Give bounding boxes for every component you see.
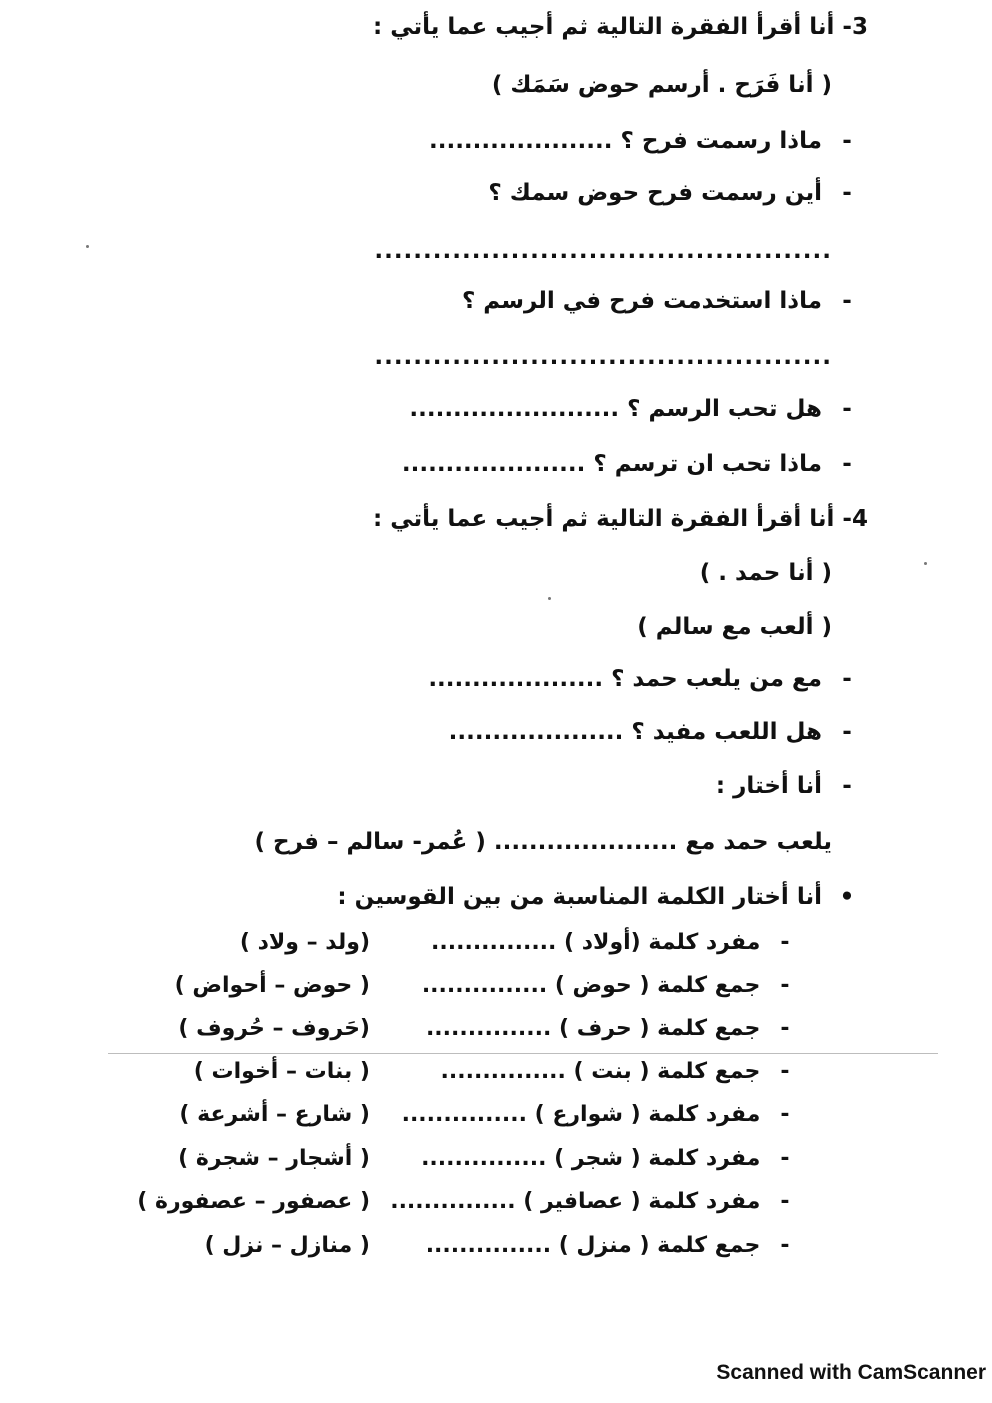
q4-q2-text: هل اللعب مفيد ؟ <box>631 719 822 745</box>
q3-q3-text: ماذا استخدمت فرح في الرسم ؟ <box>461 288 822 314</box>
q4-q1-answer-blank[interactable]: .................... <box>428 666 604 692</box>
q4-q3-text: أنا أختار : <box>715 773 822 799</box>
exercise-row-bullet: - <box>780 1102 790 1127</box>
q4-q2-answer-blank[interactable]: .................... <box>448 719 624 745</box>
exercise-row <box>390 1189 802 1214</box>
exercise-row-choices: (حَروف – حُروف ) <box>178 1016 370 1041</box>
q3-q2-answer-line[interactable] <box>374 238 832 264</box>
q3-heading: 3- أنا أقرأ الفقرة التالية ثم أجيب عما يأتي : <box>373 14 868 40</box>
q4-question-3 <box>716 773 864 799</box>
q3-q5-text: ماذا تحب ان ترسم ؟ <box>593 451 822 477</box>
q4-q3-bullet: - <box>842 773 852 799</box>
exercise-row-bullet: - <box>780 1016 790 1041</box>
scan-speck <box>924 562 927 565</box>
exercise-row-bullet: - <box>780 1233 790 1258</box>
q3-q4-bullet: - <box>842 396 852 422</box>
exercise-heading: أنا أختار الكلمة المناسبة من بين القوسين : <box>337 884 822 910</box>
exercise-row-bullet: - <box>780 1146 790 1171</box>
scan-fold-line <box>108 1053 938 1054</box>
exercise-row <box>426 1016 802 1041</box>
q3-q1-text: ماذا رسمت فرح ؟ <box>620 128 822 154</box>
exercise-row <box>441 1059 802 1084</box>
exercise-heading-row <box>337 884 864 910</box>
exercise-row-choices: (ولد – ولاد ) <box>239 930 370 955</box>
q3-q3-bullet: - <box>842 288 852 314</box>
exercise-row-choices: ( منازل – نزل ) <box>204 1233 370 1258</box>
exercise-row-prompt[interactable]: مفرد كلمة ( شجر ) ............... <box>421 1146 761 1171</box>
q3-q5-bullet: - <box>842 451 852 477</box>
scanner-watermark: Scanned with CamScanner <box>716 1361 986 1384</box>
exercise-bullet: • <box>839 884 855 910</box>
q3-q1-bullet: - <box>842 128 852 154</box>
q3-q4-answer-blank[interactable]: ........................ <box>409 396 620 422</box>
exercise-row-bullet: - <box>780 973 790 998</box>
exercise-row-bullet: - <box>780 1189 790 1214</box>
exercise-row-prompt[interactable]: جمع كلمة ( منزل ) ............... <box>425 1233 761 1258</box>
exercise-row-choices: ( بنات – أخوات ) <box>193 1059 370 1084</box>
exercise-row-prompt[interactable]: مفرد كلمة ( شوارع ) ............... <box>401 1102 761 1127</box>
exercise-row-prompt[interactable]: جمع كلمة ( حوض ) ............... <box>421 973 761 998</box>
exercise-row-bullet: - <box>780 930 790 955</box>
q4-question-1 <box>428 666 864 692</box>
exercise-row <box>402 1102 802 1127</box>
exercise-row-prompt[interactable]: جمع كلمة ( بنت ) ............... <box>440 1059 761 1084</box>
q3-question-3 <box>462 288 864 314</box>
q3-question-5 <box>402 451 864 477</box>
q3-q5-answer-blank[interactable]: ..................... <box>401 451 586 477</box>
scan-speck <box>548 597 551 600</box>
q3-q4-text: هل تحب الرسم ؟ <box>627 396 822 422</box>
scan-speck <box>86 245 89 248</box>
exercise-row-prompt[interactable]: مفرد كلمة ( عصافير ) ............... <box>390 1189 761 1214</box>
exercise-row-bullet: - <box>780 1059 790 1084</box>
q3-q2-answer-blank[interactable]: ............................................... <box>374 238 832 264</box>
q4-q1-text: مع من يلعب حمد ؟ <box>611 666 822 692</box>
q4-heading: 4- أنا أقرأ الفقرة التالية ثم أجيب عما يأتي : <box>373 506 868 532</box>
exercise-row <box>422 973 802 998</box>
q4-passage-line-2: ( ألعب مع سالم ) <box>637 614 832 640</box>
q4-passage-line-1: ( أنا حمد . ) <box>699 560 832 586</box>
exercise-row-choices: ( حوض – أحواض ) <box>174 973 370 998</box>
exercise-row-choices: ( أشجار – شجرة ) <box>178 1146 370 1171</box>
q3-q2-text: أين رسمت فرح حوض سمك ؟ <box>488 180 822 206</box>
exercise-row <box>431 930 802 955</box>
exercise-row <box>426 1233 802 1258</box>
q3-question-4 <box>409 396 864 422</box>
q4-q1-bullet: - <box>842 666 852 692</box>
q3-question-1 <box>429 128 864 154</box>
q3-q3-answer-line[interactable] <box>374 344 832 370</box>
exercise-row-choices: ( شارع – أشرعة ) <box>179 1102 370 1127</box>
exercise-row-choices: ( عصفور – عصفورة ) <box>137 1189 370 1214</box>
q4-choose-sentence[interactable]: يلعب حمد مع ..................... ( عُمر- سالم – فرح ) <box>254 829 832 855</box>
q4-q2-bullet: - <box>842 719 852 745</box>
q4-question-2 <box>449 719 864 745</box>
exercise-row-prompt[interactable]: جمع كلمة ( حرف ) ............... <box>425 1016 761 1041</box>
q3-q3-answer-blank[interactable]: ............................................... <box>374 344 832 370</box>
q3-question-2 <box>488 180 864 206</box>
exercise-row <box>421 1146 802 1171</box>
exercise-row-prompt[interactable]: مفرد كلمة (أولاد ) ............... <box>431 930 761 955</box>
q3-q2-bullet: - <box>842 180 852 206</box>
q3-passage: ( أنا فَرَح . أرسم حوض سَمَك ) <box>491 72 832 98</box>
q3-q1-answer-blank[interactable]: ..................... <box>428 128 613 154</box>
